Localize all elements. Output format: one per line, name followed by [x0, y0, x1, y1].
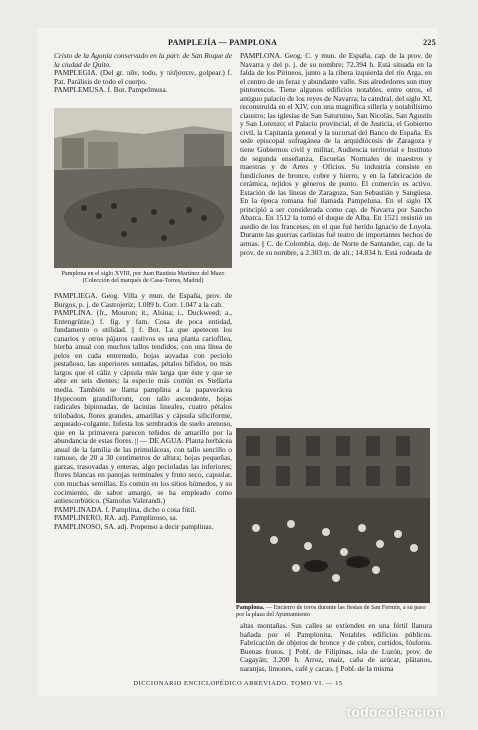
column-right-bottom — [240, 622, 432, 682]
caption-line-1: Pamplona en el siglo XVIII, por Juan Bautista Martínez del Mazo — [61, 270, 225, 277]
page-number: 225 — [423, 38, 436, 47]
bull-run-image — [236, 428, 430, 603]
entry-pamplegia: PAMPLEGIA. (Del gr. πᾶν, todo, y πλῆσσειν, golpear.) f. Pat. Parálisis de todo el cuerpo. — [54, 68, 232, 86]
running-header — [38, 38, 438, 52]
dictionary-page — [38, 28, 438, 696]
entry-continuation: Cristo de la Agonía conservado en la parr. de San Roque de la ciudad de Quito. — [54, 52, 232, 69]
figure-1-caption — [54, 270, 232, 284]
caption-text: — Encierro de toros durante las fiestas de San Fermín, a su paso por la plaza del Ayuntamiento — [236, 604, 426, 619]
column-right-top — [240, 52, 432, 314]
column-left-main — [54, 292, 232, 696]
entry-pamplemusa: PAMPLEMUSA. f. Bot. Pampelmusa. — [54, 85, 168, 95]
header-title: PAMPLEJÍA — PAMPLONA — [168, 38, 278, 47]
entry-pamplona: PAMPLONA. Geog. C. y mun. de España, cap. de la prov. de Navarra y del p. j. de su nombre; 72.394 h. Está situada en la falda de los Pirineos, junto a la ribera izquierda del río Arga, en el centro de un feraz y abundante valle. Sus alrededores son muy pintorescos. Tiene algunos edificios notables, entre otros, el antiguo palacio de los reyes de Navarra; la catedral, del siglo XI, reconstruida en el XIV, con una magnífica sillería y notabilísimo claustro; las iglesias de San Saturnino, San Nicolás, San Agustín y San Lorenzo; el Palacio provincial, el de Justicia, el Gobierno civil, la Capitanía general y la sucursal del Banco de España. Es sede episcopal sufragánea de la arquidiócesis de Zaragoza y tiene Gobiernos civil y militar, Audiencia territorial e Instituto de segunda enseñanza, Escuelas Normales de maestros y maestras y de Artes y Oficios. Su industria consiste en fundiciones de bronce, cobre y hierro, y en la fabricación de cerámica, tejidos y géneros de punto. El comercio es activo. Estación de las líneas de Zaragoza, San Sebastián y Sangüesa. En la época romana fué llamada Pampeluna. En el siglo IX principió a ser considerada como cap. de Navarra por Sancho Abarca. En 1512 la tomó el duque de Alba. En 1521 resistió un asedio de los franceses, en el que fué herido Ignacio de Loyola. Durante las guerras carlistas fué teatro de importantes hechos de armas. || C. de Colombia, dep. de Norte de Santander, cap. de la prov. de su nombre, a 2.303 m. de alt.; 14.834 h. Está rodeada de — [240, 52, 432, 257]
watermark-logo: todocoleccion — [346, 704, 444, 720]
page-footer: DICCIONARIO ENCICLOPÉDICO ABREVIADO. TOMO VI. — 15 — [133, 680, 343, 687]
entry-pamplona-continued: altas montañas. Sus calles se extienden en una fértil llanura bañada por el Pamplonita. Notables edificios públicos. Fabricación de objetos de bronce y de cobre, curtidos, fósforos. Buenas frutos. || Pobl. de Filipinas, isla de Luzón, prov. de Cagayán; 3.200 h. Arroz, maíz, caña de azúcar, plátanos, naranjas, limones, café y cacao. || Pobl. de la misma — [240, 622, 432, 673]
entries-pampliega-pamplinoso: PAMPLIEGA. Geog. Villa y mun. de España, prov. de Burgos, p. j. de Castrojeriz; 1.089 h. Corr. 1.047 a la cab. PAMPLINA. (fr., Mouron; it., Alsina; i., Duckweed; a., Entengrütze.) f. fig. y fam. Cosa de poca entidad, fundamento o utilidad. || f. Bot. La que apetecen los canarios y otros pájaros cautivos es una planta cariofílea, hierba anual con muchos tallos tendidos, con una línea de pelos en cada entrenudo, hojas aovadas con peciolo pestañoso, las superiores sentadas, pétalos bífidos, no más largos que el cáliz y cápsula más larga que éste y que se abre en seis dientes; la especie más común es Stellaria media. También se llama pamplina a la papaverácea Hypecoum grandiflorum, con tallo ascendente, hojas radicales bipinnadas, de lacinias lineales, cuatro pétalos trilobados, flores grandes, amarillas y cápsula siliciforme, arqueado-colgante. Infesta los sembrados de suelo arenoso, que en la primavera parecen teñidos de amarillo por la abundancia de estas flores. || — DE AGUA. Planta herbácea anual de la familia de las primuláceas, con tallo sencillo o ramoso, de 20 a 30 centímetros de altura; hojas pequeñas, garzas, trasovadas y enteras, algo pecioladas las inferiores; flores blancas en panojas terminales y fruto seco, capsular, con muchas semillas. Es común en los sitios húmedos, y su cocimiento, de sabor amargo, se ha empleado como antiescorbútico. (Samolus Valerandi.) PAMPLINADA. f. Pamplina, dicho o cosa fútil. PAMPLINERO, RA. adj. Pamplinoso, sa. PAMPLINOSO, SA. adj. Propenso a decir pamplinas. — [54, 292, 232, 531]
caption-line-2: (Colección del marqués de Casa-Torres, Madrid) — [82, 277, 204, 285]
figure-2-caption — [236, 604, 430, 618]
caption-label: Pamplona. — [236, 604, 265, 611]
historic-pamplona-image — [54, 108, 232, 268]
